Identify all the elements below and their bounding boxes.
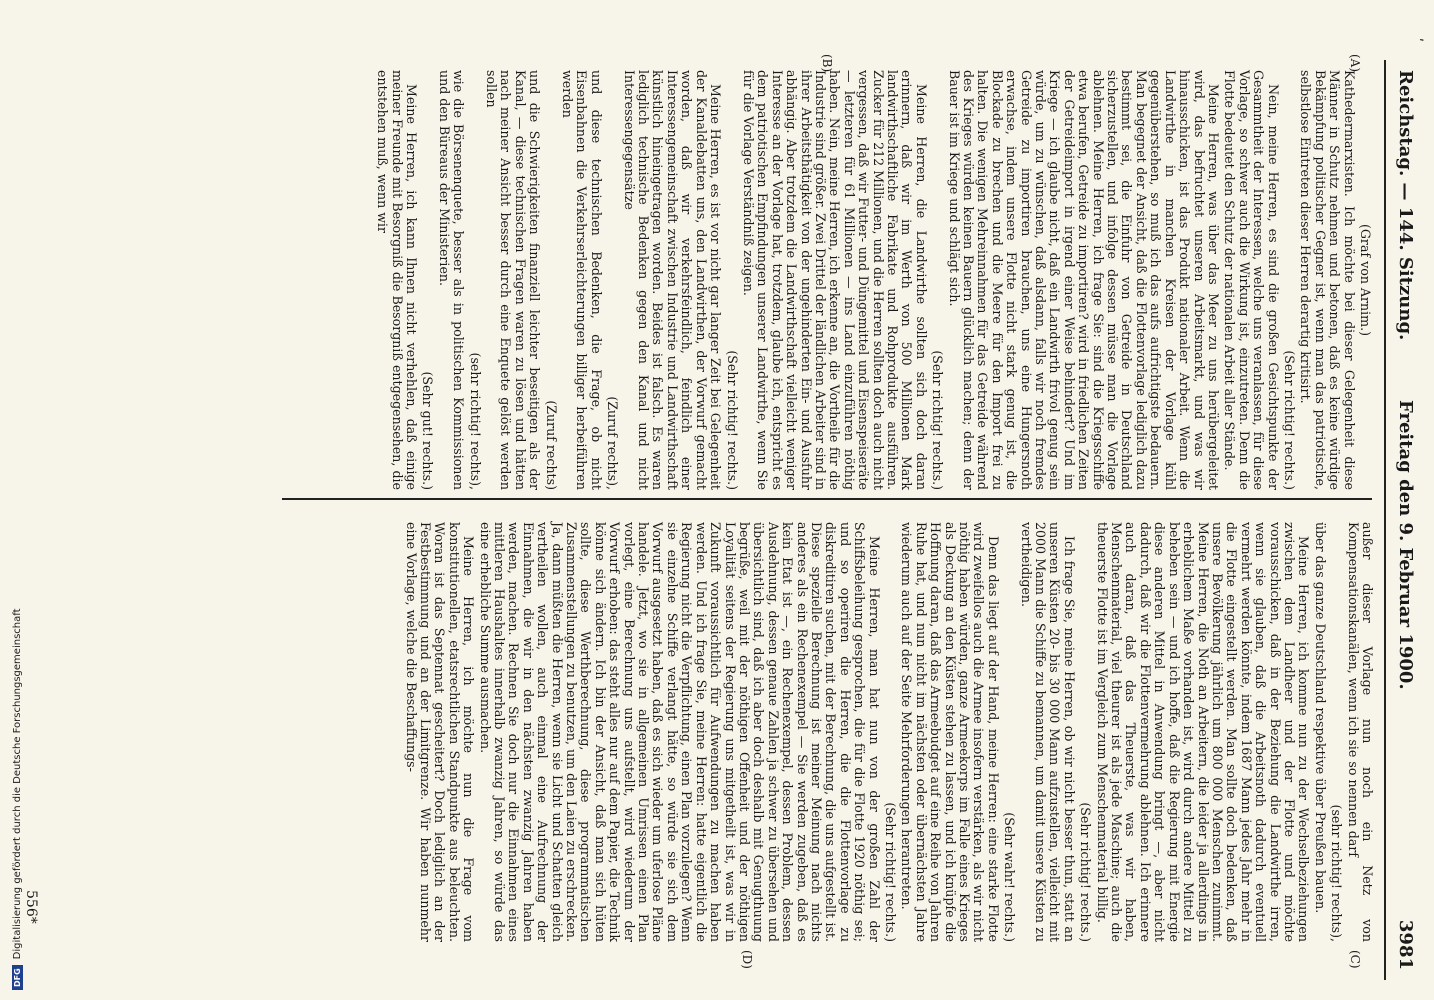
sidebar-text: Digitalisierung gefördert durch die Deutsche Forschungsgemeinschaft	[11, 608, 23, 960]
page-header	[1386, 70, 1426, 970]
speaker-label: (Graf von Arnim.)	[1358, 223, 1373, 337]
paragraph: und diese technischen Bedenken, die Frage, ob nicht Eisenbahnen die Verkehrserleichterungen billiger herbeiführen werden	[560, 70, 604, 490]
header-left: Reichstag. — 144. Sitzung.	[1395, 70, 1416, 341]
marker-a: (A)	[1348, 54, 1362, 73]
interjection: (Sehr richtig! rechts.)	[724, 350, 740, 490]
header-date: Freitag den 9. Februar 1900.	[1395, 400, 1416, 690]
marker-b: (B)	[820, 54, 834, 73]
paragraph: wie die Börsenenquete, besser als in politischen Kommissionen und den Büreaus der Ministerien.	[436, 70, 467, 490]
paragraph: Meine Herren, ich kann Ihnen nicht verhehlen, daß einige meiner Freunde mit Besorgniß die Besorgniß entgegensehen, die entstehen muß, wenn wir	[375, 70, 419, 490]
dfg-badge: DFG	[12, 965, 23, 990]
interjection: (Sehr richtig! rechts.)	[1281, 350, 1297, 490]
paragraph: Meine Herren, was über das Meer zu uns herübergeleitet wird, das befruchtet unseren Arbeitsmarkt, und was wir hinausschicken, ist das Produkt nationaler Arbeit. Wenn die Landwirthe in manchen Kreisen der Vorlage kühl gegenüberstehen, so muß ich das aufs aufrichtigste bedauern. Man begegnet der Ansicht, daß die Flottenvorlage lediglich dazu bestimmt sei, die Einfuhr von Getreide in Deutschland sicherzustellen, und infolge dessen müsse man die Vorlage ablehnen. Meine Herren, ich frage Sie: sind die Kriegsschiffe etwa berufen, Getreide zu importiren? wird in friedlichen Zeiten der Getreideimport in irgend einer Weise behindert? Und im Kriege — ich glaube nicht, daß ein Landwirth frivol genug sein würde, um zu wünschen, daß alsdann, falls wir noch fremdes Getreide zu importiren brauchen, uns eine Hungersnoth erwachse, indem unsere Flotte nicht stark genug ist, die Blockade zu brechen und die Meere für den Import frei zu halten. Die wenigen Mehreinnahmen für das Getreide während des Krieges würden keinen Bauern glücklich machen; denn der Bauer ist im Kriege und schlägt sich.	[946, 70, 1221, 490]
paragraph: Meine Herren, es ist vor nicht gar langer Zeit bei Gelegenheit der Kanaldebatten uns, den Landwirthen, der Vorwurf gemacht worden, daß wir verkehrsfeindlich, feindlich einer Interessengemeinschaft zwischen Industrie und Landwirthschaft künstlich hineingetragen worden. Beides ist falsch. Es waren lediglich technische Bedenken gegen den Kanal und nicht Interessengegensätze	[621, 70, 724, 490]
interjection: (Sehr richtig! rechts.)	[930, 350, 946, 490]
interjection: (Sehr richtig! rechts.)	[883, 802, 898, 942]
corner-mark: ʹ	[1408, 38, 1424, 42]
paragraph: Meine Herren, die Landwirthe sollten sich doch daran erinnern, daß wir im Werth von 500 Millionen Mark landwirthschaftliche Fabrikate und Rohprodukte ausführen. Zucker für 212 Millionen, und die Herren sollten doch auch nicht vergessen, daß wir Futter- und Düngemittel und Eisenspeiseräte — letzteren für 61 Millionen — ins Land einzuführen nöthig haben. Nein, meine Herren, ich erkenne an, die Vortheile für die Industrie sind größer. Zwei Drittel der ländlichen Arbeiter sind in ihrer Arbeitsthätigkeit von der ungehinderten Ein- und Ausfuhr abhängig. Aber trotzdem die Landwirthschaft vielleicht weniger Interesse an der Vorlage hat, trotzdem, glaube ich, entspricht es dem patriotischen Empfindungen unserer Landwirthe, wenn Sie für die Vorlage Verständniß zeigen.	[740, 70, 929, 490]
interjection: (Sehr wahr! rechts.)	[1002, 812, 1018, 942]
interjection: (sehr richtig! rechts),	[1329, 804, 1345, 942]
header-page-number: 3981	[1395, 919, 1416, 970]
column-rule	[282, 498, 1372, 500]
paragraph: außer dieser Vorlage nun noch ein Netz von Kompensationskanälen, wenn ich sie so nennen darf	[1345, 522, 1375, 942]
interjection: (Sehr richtig! rechts.)	[1078, 802, 1094, 942]
paragraph: Meine Herren, man hat nun von der großen Zahl der Schiffsbeleihung gesprochen, die für die Flotte 1920 nöthig sei; und so operiren die Herren, die die Flottenvorlage zu diskreditiren suchen, mit der Berechnung, die uns aufgestellt ist. Diese spezielle Berechnung ist meiner Meinung nach nichts anderes als ein Rechenexempel — Sie werden zugeben, daß es kein Etat ist —, ein Rechenexempel, dessen Problem, dessen Ausdehnung, dessen genaue Zahlen ja schwer zu übersehen und übersichtlich sind, daß ich aber doch deshalb mit Genugthuung begrüße, weil mit der nöthigen Offenheit und der nöthigen Loyalität seitens der Regierung uns mitgetheilt ist, was wir in Zukunft voraussichtlich für Aufwendungen zu machen haben werden. Und ich frage Sie, meine Herren: hatte eigentlich die Regierung nicht die Verpflichtung, einen Plan vorzulegen? Wenn sie einzelne Schiffe verlangt hätte, so würde sie sich dem Vorwurf ausgesetzt haben, daß es sich wieder um uferlose Pläne handele. Jetzt, wo sie in allgemeinen Umrissen einen Plan vorlegt, eine Berechnung uns aufstellt, wird wiederum der Vorwurf erhoben: das steht alles nur auf dem Papier, die Technik könne sich ändern. Ich bin der Ansicht, daß man sich hüten sollte, diese Werthberechnung, diese programmatischen Zusammenstellungen zu benutzen, um den Laien zu erschrecken. Ja, dann müßten die Herren, wenn sie Licht und Schatten gleich vertheilen wollen, auch einmal eine Aufrechnung der Einnahmen, die wir in den nächsten zwanzig Jahren haben werden, machen. Rechnen Sie doch nur die Einnahmen eines mittleren Haushaltes innerhalb zwanzig Jahren, so würde das eine erhebliche Summe ausmachen.	[477, 522, 882, 942]
interjection: (sehr richtig! rechts),	[467, 352, 483, 490]
paragraph: Meine Herren, ich möchte nun die Frage vom konstitutionellen, etatsrechtlichen Standpunkte aus beleuchten. Woran ist das Septennat gescheitert? Doch lediglich an der Festbestimmung und an der Limitgrenze. Wir haben nunmehr eine Vorlage, welche die Beschaffungs-	[403, 522, 477, 942]
interjection: (Zuruf rechts)	[543, 400, 559, 490]
right-column	[401, 522, 1374, 942]
header-rule	[1384, 60, 1386, 980]
footer-page-number: 556*	[23, 890, 39, 924]
paragraph: Denn das liegt auf der Hand, meine Herren: eine starke Flotte wird zweifellos auch die Armee insofern verstärken, als wir nicht nöthig haben würden, ganze Armeekorps im Falle eines Krieges als Deckung an den Küsten stehen zu lassen, und ich knüpfe die Hoffnung daran, daß das Armeebudget auf eine Reihe von Jahren Ruhe hat, und nun nicht im nächsten oder übernächsten Jahre wiederum auch auf der Seite Mehrforderungen herantreten.	[899, 522, 1001, 942]
marker-d: (D)	[740, 950, 754, 969]
paragraph: Nein, meine Herren, es sind die großen Gesichtspunkte der Gesammtheit der Interessen, welche uns veranlassen, für diese Vorlage, so schwer auch die Wirkung ist, einzutreten. Denn die Flotte bedeutet den Schutz der nationalen Arbeit aller Stände.	[1222, 70, 1281, 490]
paragraph: über das ganze Deutschland respektive über Preußen bauen.	[1312, 522, 1328, 914]
left-column	[373, 70, 1374, 490]
paragraph: Meine Herren, ich komme nun zu der Wechselbeziehungen zwischen dem Landheer und der Flotte und möchte vorausschicken, daß in der Beziehung die Landwirthe irren, wenn sie glauben, daß die Arbeitsnoth dadurch eventuell vermehrt werden könnte, indem 1687 Mann jedes Jahr mehr in die Flotte eingestellt werden. Man sollte doch bedenken, daß unsere Bevölkerung jährlich um 800 000 Menschen zunimmt. Meine Herren, die Noth an Arbeitern, die leider ja allerdings in erheblichem Maße vorhanden ist, wird durch andere Mittel zu beheben sein — und ich hoffe, daß die Regierung mit Energie diese anderen Mittel in Anwendung bringt —, aber nicht dadurch, daß wir die Flottenvermehrung ablehnen. Ich erinnere auch daran, daß das Theuerste, was wir haben, Menschenmaterial, viel theurer ist als jede Maschine; auch die theuerste Flotte ist im Vergleich zum Menschenmaterial billig.	[1094, 522, 1312, 942]
marker-c: (C)	[1348, 950, 1362, 969]
paragraph: Ich frage Sie, meine Herren, ob wir nicht besser thun, statt an unseren Küsten 20- bis 30 000 Mann aufzustellen, vielleicht mit 2000 Mann die Schiffe zu bemannen, um damit unsere Küsten zu vertheidigen.	[1018, 522, 1077, 942]
paragraph: und die Schwierigkeiten finanziell leichter beseitigen als der Kanal, — diese technischen Fragen waren zu lösen und hätten nach meiner Ansicht besser durch eine Enquete gelöst werden sollen	[484, 70, 543, 490]
paragraph: Kathedermarxisten. Ich möchte bei dieser Gelegenheit diese Männer in Schutz nehmen und betonen, daß es keine würdige Bekämpfung politischer Gegner ist, wenn man das patriotische, selbstlose Eintreten dieser Herren derartig kritisirt.	[1298, 70, 1357, 490]
interjection: (Sehr gut! rechts.)	[420, 371, 436, 490]
interjection: (Zuruf rechts),	[605, 396, 621, 490]
sidebar-credit	[8, 10, 26, 990]
